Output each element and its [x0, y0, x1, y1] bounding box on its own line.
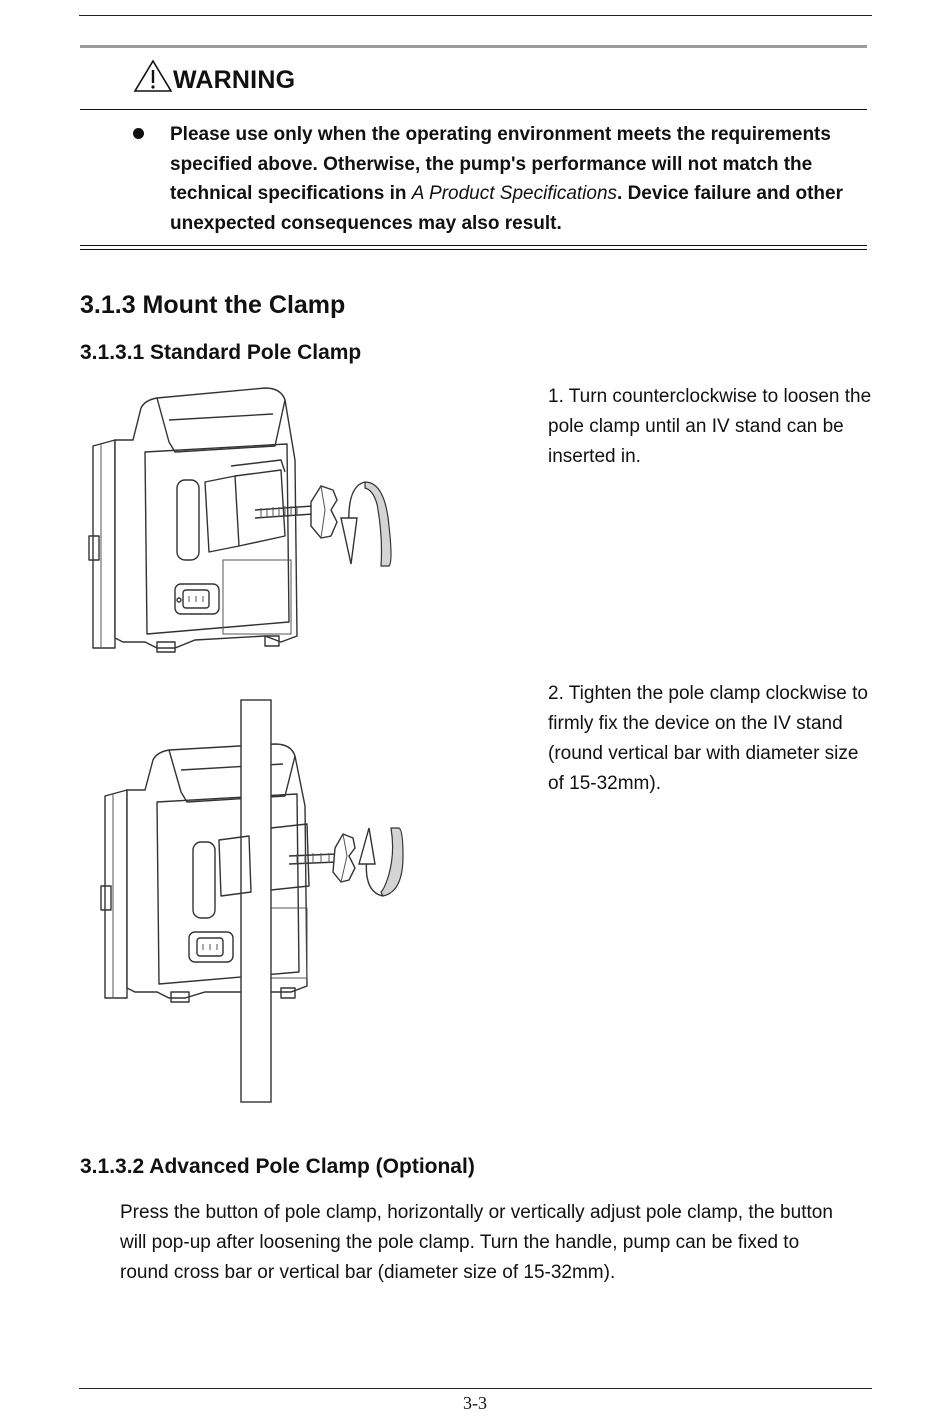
warning-text-part1: Please use only when the operating environment meets the requirements specified above. Otherwise, the pump's performance will not match the technical specifications in [170, 124, 831, 205]
subsection-title-standard: 3.1.3.1 Standard Pole Clamp [80, 341, 362, 364]
bullet-icon [133, 128, 144, 139]
step-2-text: 2. Tighten the pole clamp clockwise to firmly fix the device on the IV stand (round vertical bar with diameter size of 15-32mm). [548, 683, 869, 794]
warning-bottom-border-double [80, 249, 867, 250]
figure-tighten-clamp [85, 696, 415, 1106]
footer-rule [79, 1388, 872, 1389]
warning-bottom-border [80, 245, 867, 246]
subsection-title-advanced: 3.1.3.2 Advanced Pole Clamp (Optional) [80, 1155, 475, 1178]
figure-loosen-clamp [85, 386, 415, 666]
warning-text-part2: . Device failure and other unexpected consequences may also result. [170, 183, 843, 235]
section-title: 3.1.3 Mount the Clamp [80, 291, 346, 319]
warning-top-border [80, 45, 867, 48]
header-rule [79, 15, 872, 16]
advanced-clamp-text: Press the button of pole clamp, horizontally or vertically adjust pole clamp, the button will pop-up after loosening the pole clamp. Turn the handle, pump can be fixed to round cross bar or vertical bar (diameter size of 15-32mm). [120, 1202, 833, 1283]
step-1-text: 1. Turn counterclockwise to loosen the pole clamp until an IV stand can be inserted in. [548, 386, 872, 467]
warning-divider [80, 109, 867, 110]
page-number: 3-3 [463, 1393, 487, 1413]
warning-reference: A Product Specifications [411, 183, 618, 205]
warning-triangle-icon [133, 59, 173, 93]
warning-text [170, 120, 860, 239]
warning-title: WARNING [173, 66, 296, 94]
